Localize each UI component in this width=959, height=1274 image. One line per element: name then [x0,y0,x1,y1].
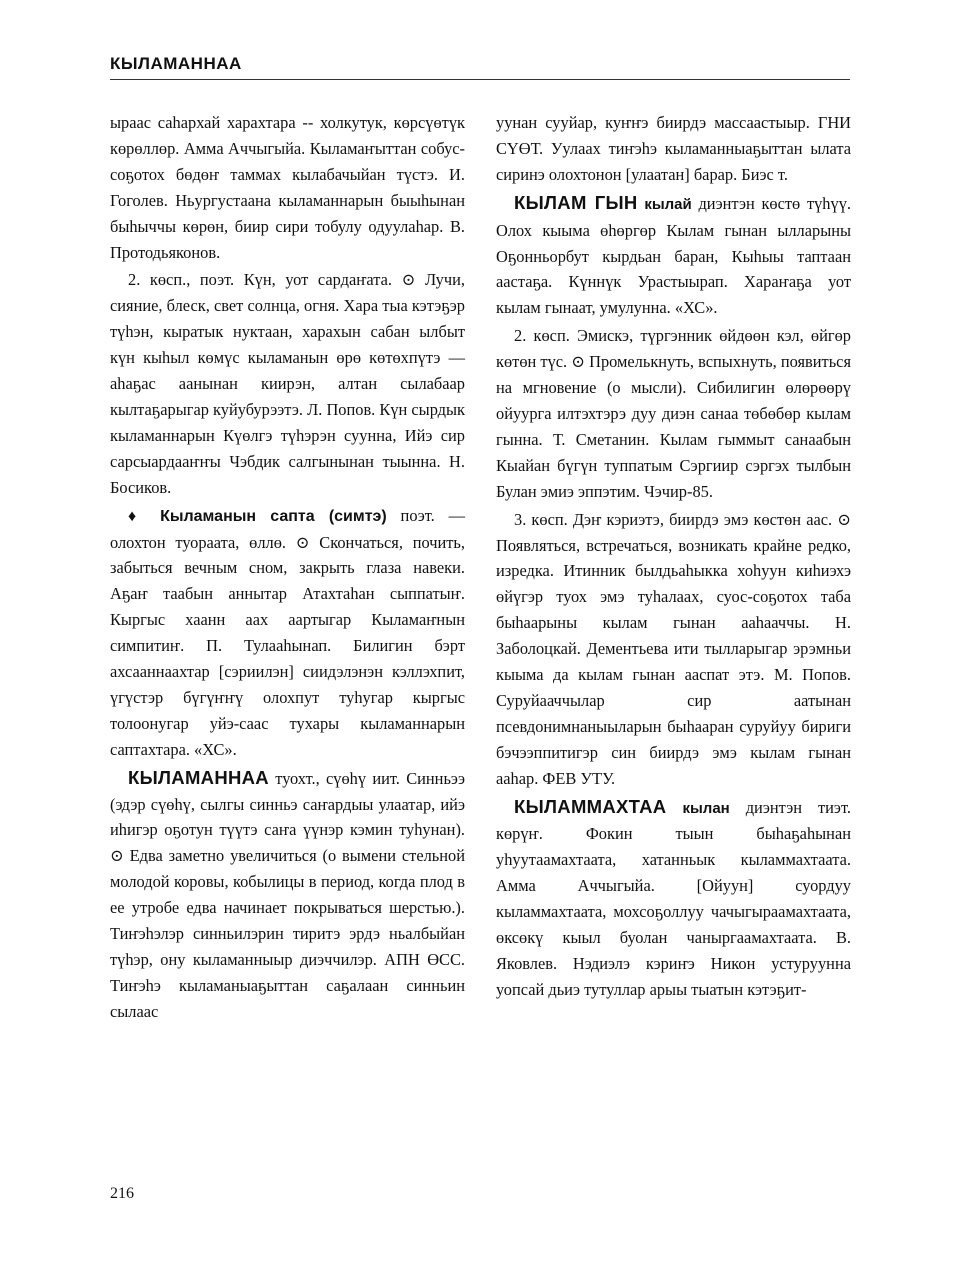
entry-paragraph [496,794,851,1003]
headword: КЫЛАМ ГЫН [514,191,638,213]
entry-paragraph: уунан сууйар, куҥҥэ биирдэ массаастыыр. ГНИ СҮӨТ. Уулаах тиҥэһэ кыламанныаҕыттан ылата сиринэ олохтонон [улаатан] барар. Биэс т. [496,113,851,184]
entry-paragraph: 2. көсп. Эмискэ, түргэнник өйдөөн кэл, өйгөр көтөн түс. ⊙ Промелькнуть, вспыхнуть, появиться на мгновение (о мысли). Сибилигин өлөрөөрү ойуурга илтэхтэрэ дуу диэн санаа төбөбөр кылам гынна. Т. Сметанин. Кылам гыммыт санаабын Кыайан бүгүн туппатым Сэргиир сэргэх тылбын Булан эмиэ эппэтим. Чэчир-85. [496,326,851,501]
entry-text: диэнтэн көстө түһүү. Олох кыыма өһөргөр Кылам гынан ылларыны Оҕонньорбут кырдьан баран, Кыһыы таптаан аастаҕа. Күннүк Урастыырап. Хараҥаҕа уот кылам гынаат, умулунна. «ХС». [496,193,851,318]
headword-source: кылай [637,195,692,213]
entry-text: туохт., сүөһү иит. Синньээ (эдэр сүөһү, сылгы синньэ саҥардыы улаатар, ийэ иһигэр оҕотун түүтэ саҥа үүнэр кэмин туһунан). ⊙ Едва заметно увеличиться (о вымени стельной молодой коровы, кобылицы в период, когда плод в ее утробе едва начинает покрываться шерстью.). Тиҥэһэлэр синньилэрин тиритэ эрдэ ньалбыйан түһэр, ону кыламанныыр диэччилэр. АПН ӨСС. Тиҥэһэ кыламаныаҕыттан саҕалаан синньин сылаас [110,768,465,1021]
headword: КЫЛАМАННАА [128,766,269,788]
entry-paragraph: ыраас саһархай харахтара -- холкутук, көрсүөтүк көрөллөр. Амма Аччыгыйа. Кыламаҥыттан собус-соҕотох бөдөҥ таммах кылабачыйан түстэ. И. Гоголев. Ньургустаана кыламаннарын быыһынан быһыччы көрөн, биир сири тобулу одуулаһар. В. Протодьяконов. [110,113,465,262]
right-column [496,110,851,1005]
entry-paragraph: 3. көсп. Дэҥ кэриэтэ, биирдэ эмэ көстөн аас. ⊙ Появляться, встречаться, возникать крайне редко, изредка. Итинник былдьаһыкка хоһуун киһиэхэ өйүгэр туох эмэ туһалаах, суос-соҕотох таба быһаарыны кылам гынан ааһааччы. Н. Заболоцкай. Дементьева ити тылларыгар эрэмньи кыыма да кылам гынан ааспат этэ. М. Попов. Суруйааччылар сир аатынан псевдонимнаныыларын быһааран суруйуу бириги бэчээппитигэр син биирдэ эмэ кылам гынан ааһар. ФЕВ УТУ. [496,509,851,788]
entry-paragraph: 2. көсп., поэт. Күн, уот сардаҥата. ⊙ Лучи, сияние, блеск, свет солнца, огня. Хара тыа кэтэҕэр түһэн, кыратык нуктаан, харахын сабан ылбыт күн кыһыл көмүс кыламанын өрө көтөхпүтэ — аһаҕас аанынан киирэн, алтан сылабаар кылтаҕарыгар куйубурээтэ. Л. Попов. Күн сырдык кыламаннарын Күөлгэ түһэрэн суунна, Ийэ сир сарсыардааҥҥы Чэбдик салгынынан тыынна. Н. Босиков. [110,270,465,497]
entry-text: диэнтэн тиэт. көрүҥ. Фокин тыын быһаҕаһынан уһуутаамахтаата, хатанньык кыламмахтаата. Амма Аччыгыйа. [Ойуун] суордуу кыламмахтаата, мохсоҕоллуу чачыгыраамахтаата, өксөкү кыыл буолан чаныргаамахтаата. В. Яковлев. Нэдиэлэ кэриҥэ Никон устуруунна уопсай дьиэ тутуллар арыы тыатын кэтэҕит- [496,797,851,999]
subentry-label: ♦ Кыламанын сапта (симтэ) [128,507,387,525]
headword: КЫЛАММАХТАА [514,795,667,817]
running-header: КЫЛАМАННАА [110,54,242,73]
subentry-paragraph [110,503,465,763]
headword-source: кылан [666,799,730,817]
page-number: 216 [110,1185,134,1202]
left-column [110,110,465,1027]
subentry-text: поэт. — олохтон туораата, өллө. ⊙ Скончаться, почить, забыться вечным сном, закрыть глаза навеки. Аҕаҥ таабын аннытар Атахтаһан сыппатыҥ. Кыргыс хаанн аах аартыгар Кыламаҥнын симпитиҥ. П. Тулааһынап. Билигин бэрт ахсааннаахтар [сэриилэн] сиидэлэнэн кэллэхпит, үгүстэр бүгүҥҥү олохпут туһугар кыргыс толоонугар уйэ-саас тухары кыламаннарын саптахтара. «ХС». [110,505,465,759]
header-rule [110,79,850,80]
entry-paragraph [110,765,465,1025]
entry-paragraph [496,190,851,322]
